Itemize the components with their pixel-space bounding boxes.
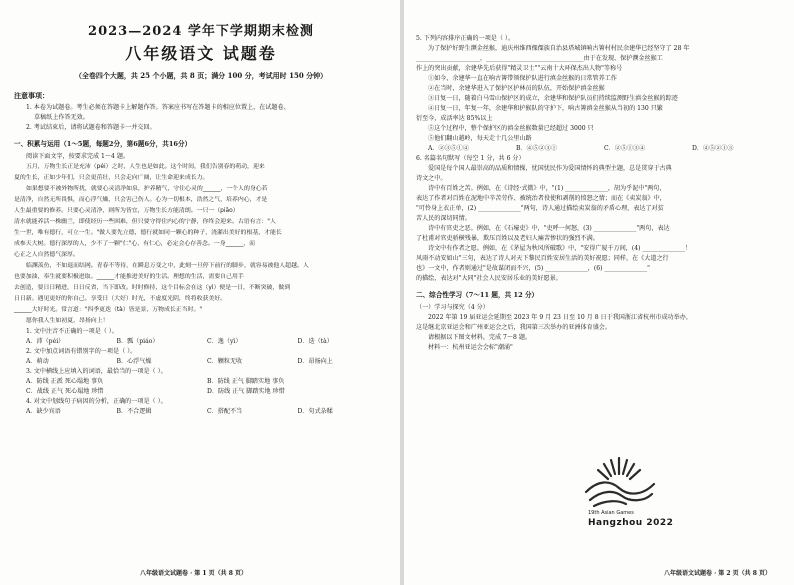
q6-line: 风雨不动安如山"三句，表达了诗人对天下黎民百姓安居生活的美好祝愿；同样，在《大道之行	[416, 255, 669, 262]
passage-line: 临渊羡鱼，不如退而结网。青春不等待，在瞬息万变之中，此刻一旦停下前行的脚步，就容易被他人超越。人	[26, 263, 309, 269]
passage-line: 日日新。遇见更好的你自己。享受日（大好）时光，不虚度光阴，终将收获美好。	[14, 296, 227, 302]
asian-games-logo	[564, 452, 674, 542]
option-d: D．句式杂糅	[297, 408, 333, 415]
option-b: B．④⑤②③①	[516, 145, 558, 152]
exam-page-2	[404, 0, 794, 585]
passage-line: 夏的生长，正如少年们，只会更茁壮，只会走向广阔，让生命迎来成长力。	[14, 175, 209, 181]
question-3-options	[14, 377, 388, 387]
exam-title: 2023—2024 学年下学期期末检测	[88, 24, 314, 39]
q6-line: 的描绘，表达对"大同"社会人民安居乐业的美好愿景。	[416, 275, 562, 282]
q6-line: 诗文中有作者之愿。例如，在《茅屋为秋风所破歌》中，"安得广厦千万间，(4) ______________！	[428, 245, 692, 252]
q5-line: ⑤这个过程中，整个保护区的滇金丝猴数量已经超过 3000 只	[428, 125, 594, 132]
logo-wordmark: Hangzhou 2022	[588, 518, 674, 528]
q6-line: 爱国是每个国人最崇高的品质和情操，忧国忧民作为爱国情怀的典型主题，总是贯穿于古典	[428, 165, 672, 172]
q6-line: 表达了作者对百姓在泥地中辛苦劳作、被统治者役使和剥削的愤怒之情；而在《卖炭翁》中，	[416, 195, 666, 202]
option-b: B．瓢（piáo）	[116, 338, 159, 345]
passage-line: 人生最重要的修养。只要心灵清净，则所为皆宜，万物生长方能清朗。一只一（piāo）	[14, 208, 239, 214]
passage-line: 如果想要不被外物所扰，就要心灵清净如泉，护养精气，守住心灵的______，一个人的身心若	[26, 186, 268, 192]
q6-line: 诗中有百姓之苦。例如，在《诗经·式微》中，"(1) ______________，胡为乎泥中"两句，	[428, 185, 666, 192]
option-c: C．搭配不当	[207, 408, 243, 415]
question-3-options	[14, 387, 388, 397]
q6-line: 了杜甫对官吏骄横残暴，欺压百姓以及老妇人痛苦惨状的强烈不满。	[416, 235, 599, 242]
q5-line: ⑤他们翻山越岭，每天走十几公里山路	[428, 135, 532, 142]
intro-line: 这是继北京亚运会和广州亚运会之后，我国第三次举办的亚洲体育盛会。	[416, 324, 611, 331]
question-5-options	[416, 144, 780, 154]
page-footer: 八年级语文试题卷 · 第 2 页（共 8 页）	[664, 570, 771, 577]
option-b: B．防线 正气 脚踏实地 事负	[207, 378, 285, 385]
question-6: 6. 名篇名句默写（每空 1 分，共 6 分）	[416, 155, 525, 162]
question-3: 3. 文中横线上应填入的词语，最恰当的一项是（ ）。	[26, 368, 167, 375]
reading-passage	[14, 162, 388, 327]
subsection-title: （一）学习与探究（4 分）	[416, 304, 489, 311]
passage-line: 成参天大树。德行深厚的人，少不了一颗"仁"心，有仁心，必定会心存善念。一身______，而	[14, 241, 256, 247]
notice-line: 草稿纸上作答无效。	[34, 114, 89, 121]
q6-line: 诗中有官吏之恶。例如，在《石壕吏》中，"吏呼一何怒，(3) ______________"两句，表达	[428, 225, 670, 232]
passage-line: 去创造，要日日精进，日日反省，当下即改。时时修持，这个目标会在这（yì）便是一日，不断突破，做到	[14, 285, 291, 291]
option-a: A．缺少宾语	[26, 408, 61, 415]
question-1: 1. 文中注音不正确的一项是（ ）。	[26, 328, 118, 335]
page-footer: 八年级语文试题卷 · 第 1 页（共 8 页）	[140, 570, 247, 577]
passage-line: 生一世，唯有德行，可立一生。"做人要先立德，德行就如同一颗心的种子，浇灌出美好的根基，才能长	[14, 230, 282, 236]
notice-line: 2. 考试结束后，请将试题卷和答题卡一并交回。	[26, 124, 156, 131]
option-a: A．沛（péi）	[26, 338, 65, 345]
section-heading-1: 一、积累与运用（1～5题，每题2分，第6题6分，共16分）	[14, 140, 192, 148]
notice-line: 1. 本卷为试题卷。考生必须在答题卡上解题作答。答案应书写在答题卡的相应位置上，在试题卷、	[26, 104, 290, 111]
intro-line: 2022 年第 19 届亚运会延期至 2023 年 9 月 23 日至 10 月 8 日于我国浙江省杭州市成功举办，	[428, 314, 692, 321]
option-c: C．逸（yì）	[207, 338, 242, 345]
option-b: B．心浮气燥	[116, 358, 152, 365]
intro-line: 请根据以下图文材料，完成 7～8 题。	[428, 334, 532, 341]
option-d: D．④⑤②①③	[692, 145, 734, 152]
passage-line: 心正之人自然德气深厚。	[14, 252, 79, 258]
question-4: 4. 对文中划线句子病因的分析，正确的一项是（ ）。	[26, 398, 167, 405]
option-a: A．萌动	[26, 358, 49, 365]
logo-caption: 19th Asian Games	[588, 510, 634, 516]
question-4-options	[14, 407, 388, 417]
intro-line: 材料一：杭州亚运会会标"潮涌"	[428, 344, 513, 351]
passage-line: 也要加油，奉生就要积极进取。______才能推进美好的生活。理想的生活，需要自己用手	[14, 274, 244, 280]
paper-title: 八年级语文 试题卷	[125, 44, 277, 63]
option-c: C．颗粒无收	[207, 358, 243, 365]
option-d: D．防线 正气 脚踏实地 珍惜	[207, 388, 285, 395]
q5-line: ②在当时，余建华进入了保护区护林员的队伍，开始保护滇金丝猴	[428, 85, 605, 92]
instruction: 阅读下面文字，按要求完成 1～4 题。	[26, 153, 130, 160]
question-2: 2. 文中加点词语有错别字的一项是（ ）。	[26, 348, 137, 355]
question-1-options	[14, 337, 388, 347]
q5-line: 为了保护好野生濒金丝猴，迪庆州维西傈僳族自治县塔城镇响古箐村村民余建华已经坚守了 28 年	[428, 45, 690, 52]
passage-line: 是清净，自然无所畏惧，而心浮气燥，只会害己伤人。心为一切根本，浩然之气，培养内心，才是	[14, 197, 268, 203]
q5-line: 衍至今，成活率达 85%以上	[416, 115, 493, 122]
q6-line: "可怜身上衣正单，(2) ______________"两句，诗人通过描绘卖炭翁的矛盾心理，表达了对贫	[416, 205, 664, 212]
q6-line: 苦人民的深切同情。	[416, 215, 471, 222]
question-5: 5. 下列内容排序正确的一项是（ ）。	[416, 35, 515, 42]
notice-title: 注意事项：	[14, 91, 49, 100]
q5-line: _____________________，________________________________由于在发现、保护濒金丝猴工	[416, 55, 663, 62]
q6-line: 也》一文中，作者则通过"是故谋闭而不兴，(5) ______________，(6) ______________"	[416, 265, 650, 272]
option-c: C．战线 正气 死心塌地 珍惜	[26, 388, 104, 395]
option-d: D．昂扬向上	[297, 358, 333, 365]
option-a: A．②③⑤①④	[428, 145, 469, 152]
tide-emblem-icon	[564, 452, 674, 510]
section-heading-2: 二、综合性学习（7～11 题，共 12 分）	[416, 291, 539, 299]
q5-line: ④日复一日，年复一年，余建华和护猴队的守护下，响古箐滇金丝猴从当初的 130 只繁	[428, 105, 663, 112]
option-d: D．迭（tà）	[297, 338, 333, 345]
exam-info: （全卷四个大题，共 25 个小题，共 8 页；满分 100 分，考试用时 150 分钟）	[74, 71, 328, 80]
q6-line: 诗文之中。	[416, 175, 447, 182]
option-a: A．防线 正派 死心塌地 事负	[26, 378, 104, 385]
q5-line: ①如今，余建华一直在响古箐带领保护队进行滇金丝猴的日常管养工作	[428, 75, 617, 82]
q5-line: ③日复一日，随着白马雪山保护区的成立，余建华和保护队员们持续监测野生滇金丝猴的踪迹	[428, 95, 678, 102]
passage-line: ______大好时光。常言道："四季更迭（tà）皆是景，万物成长正当时。"	[14, 307, 203, 313]
passage-line: 清水就能养活一株幽兰，即使经历一些困难，但只要守得住内心的宁静，你终会迎来。古语有言："人	[14, 219, 276, 225]
q5-line: 作上的突出贡献，余建华先后获得"精灵卫士""云南十大环保杰出人物"等称号	[416, 65, 623, 72]
option-c: C．②⑤①③④	[604, 145, 646, 152]
passage-line: 愿你我人生如初夏，昂扬向上！	[26, 318, 109, 324]
question-2-options	[14, 357, 388, 367]
passage-line: 五月，万物生长正是充沛（péi）之时，人生也是如此。这个时间，我们告别春的萌动，迎来	[26, 164, 265, 170]
option-b: B．不合逻辑	[116, 408, 152, 415]
